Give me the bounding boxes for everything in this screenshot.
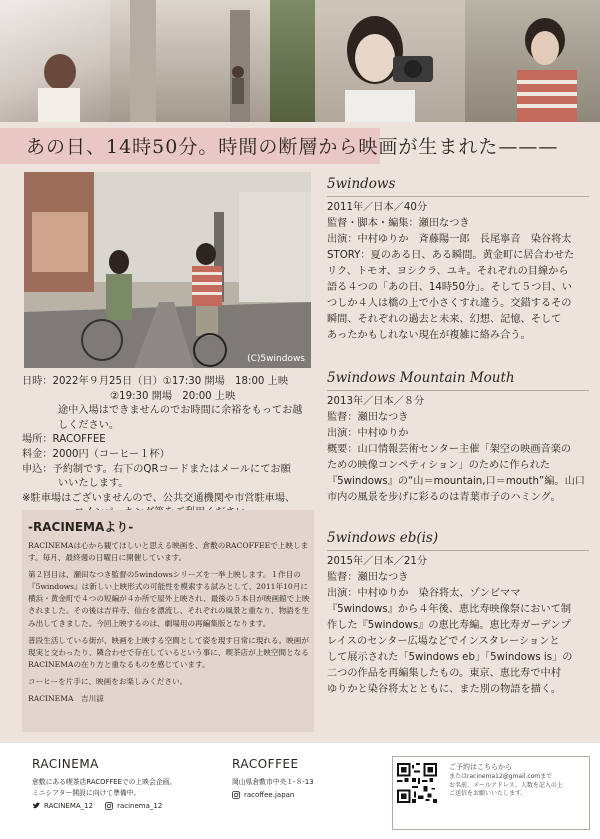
reservation-text <box>449 763 585 799</box>
film-story-line: ための映像コンペティション」のために作られた <box>327 460 551 471</box>
film-story-line: 市内の風景を步げに彩るのは青葉市子のハミング。 <box>327 492 561 503</box>
racoffee-address: 岡山県倉敷市中央１-８-13 <box>232 778 314 786</box>
film-meta: 2015年／日本／21分 <box>327 556 428 567</box>
still-woman-window <box>0 0 110 122</box>
film-director: 監督：瀬田なつき <box>327 572 409 583</box>
qr-code-icon[interactable] <box>397 763 437 803</box>
film-cast: 出演：中村ゆりか 染谷将太、ゾンビママ <box>327 588 521 599</box>
film-details-5windows <box>327 200 589 344</box>
film-director: 監督・脚本・編集：瀬田なつき <box>327 218 470 229</box>
message-paragraph: コーヒーを片手に、映画をお楽しみください。 <box>28 676 188 686</box>
film-story-line: あったかもしれない現在が複雑に絡み合う。 <box>327 330 531 341</box>
film-story-line: 『5windows』の“山＝mountain,口＝mouth”編。山口 <box>327 476 585 487</box>
instagram-icon <box>232 791 240 799</box>
film-story-line: 二つの作品を再編集したもの。東京、恵比寿で中村 <box>327 668 561 679</box>
event-info <box>22 375 312 521</box>
film-story-line: つしか４人は橋の上で小さくすれ違う。交錯するその <box>327 298 572 309</box>
info-apply-1: 申込：予約制です。右下のQRコードまたはメールにてお願 <box>22 463 291 475</box>
still-girl-camera <box>315 0 465 122</box>
info-apply-2: いいたします。 <box>58 478 129 490</box>
racinema-desc-1: 倉敷にある喫茶店RACOFFEEでの上映会企画。 <box>32 778 177 786</box>
info-parking-1: ※駐車場はございませんので、公共交通機関や市営駐車場、 <box>22 492 296 504</box>
racoffee-instagram-handle[interactable]: racoffee.japan <box>244 791 295 799</box>
racinema-name: RACINEMA <box>32 757 99 771</box>
film-story-line: 『5windows』から４年後、恵比寿映像祭において制 <box>327 604 572 615</box>
film-director: 監督：瀬田なつき <box>327 412 409 423</box>
racoffee-name: RACOFFEE <box>232 757 299 771</box>
twitter-handle[interactable]: RACINEMA_12 <box>44 802 94 810</box>
racinema-desc-2: ミニシアター開設に向けて準備中。 <box>32 789 141 797</box>
info-fee: 料金：2000円（コーヒー１杯） <box>22 448 170 460</box>
film-cast: 出演：中村ゆりか 斉藤陽一郎 長尾寧音 染谷将太 <box>327 234 572 245</box>
headline-bar <box>0 128 600 164</box>
still-trees <box>270 0 315 122</box>
woman-figure-icon <box>0 0 110 122</box>
racinema-social <box>32 802 212 810</box>
divider <box>327 390 589 391</box>
film-story-line: 語る４つの「あの日、14時50分」。そして５つ目、い <box>327 282 572 293</box>
message-signature: RACINEMA 吉川諒 <box>28 694 104 704</box>
boy-figure-icon <box>465 0 600 122</box>
film-meta: 2013年／日本／８分 <box>327 396 425 407</box>
film-story-line: して展示された「5windows eb」「5windows is」の <box>327 652 573 663</box>
footer-racoffee <box>232 757 382 799</box>
racoffee-social <box>232 791 382 799</box>
film-title-mountain-mouth: 5windows Mountain Mouth <box>327 370 515 386</box>
film-details-mountain-mouth <box>327 394 589 506</box>
info-venue: 場所：RACOFFEE <box>22 434 106 446</box>
message-paragraph: 普段生活している街が、映画を上映する空間として姿を現す日常に現れる。映画が現実と交わったり、隣合わせで存在しているという事に、喫茶店が上映空間となるRACINEMAの在り方と重なるものを感じています。 <box>28 635 309 669</box>
camera-girl-icon <box>315 0 465 122</box>
film-story-line: ゆりかと染谷将太とともに、また別の物語を描く。 <box>327 684 562 695</box>
main-film-still <box>24 172 311 368</box>
man-figure-icon <box>110 0 270 122</box>
still-street-man <box>110 0 270 122</box>
message-body <box>28 540 310 710</box>
film-title-5windows: 5windows <box>327 176 396 192</box>
headline: あの日、14時50分。時間の断層から映画が生まれた——— <box>26 136 559 158</box>
header-photo-strip <box>0 0 600 122</box>
film-story-line: リク、トモオ、ヨシクラ、ユキ。それぞれの目線から <box>327 266 569 277</box>
message-title: -RACINEMAより- <box>28 520 134 534</box>
instagram-handle[interactable]: racinema_12 <box>117 802 163 810</box>
message-paragraph: 第２回目は、瀬田なつき監督の5windowsシリーズを一挙上映します。１作目の『5windows』は新しい上映形式の可能性を模索する試みとして、2011年10月に横浜・黄金町で４つの短編が４か所で屋外上映され、最後の５本目が映画館で上映されました。その後は吉祥寺、仙台を漂流し、それぞれの風景と重なり、物語を生み出してきました。今回上映するのは、劇場用の再編集版となります。 <box>28 570 310 628</box>
reservation-heading: ご予約はこちらから <box>449 763 512 771</box>
instagram-icon <box>105 802 113 810</box>
film-story-line: 瞬間、それぞれの過去と未来、幻想、記憶、そして <box>327 314 562 325</box>
info-date-2: ②19:30 開場 20:00 上映 <box>110 390 236 402</box>
film-story-line: STORY：夏のある日、ある瞬間。黄金町に居合わせた <box>327 250 575 261</box>
film-story-line: 概要：山口情報芸術センター主催「架空の映画音楽の <box>327 444 572 455</box>
twitter-icon <box>32 802 40 810</box>
racinema-message <box>22 510 314 732</box>
photo-credit: (C)5windows <box>247 354 305 364</box>
info-late-2: しください。 <box>58 419 120 431</box>
film-meta: 2011年／日本／40分 <box>327 202 428 213</box>
divider <box>327 196 589 197</box>
divider <box>327 550 589 551</box>
info-date: 日時：2022年９月25日（日）①17:30 開場 18:00 上映 <box>22 376 289 387</box>
still-boy-smile <box>465 0 600 122</box>
message-paragraph: RACINEMAは心から観てほしいと思える映画を、倉敷のRACOFFEEで上映します。毎月、最終週の日曜日に開催しています。 <box>28 541 309 563</box>
film-story-line: レイスのセンター広場などでインスタレーションと <box>327 636 560 647</box>
info-late-1: 途中入場はできませんのでお時間に余裕をもってお越 <box>58 405 303 417</box>
reservation-line: またはracinema12@gmail.comまで <box>449 773 553 781</box>
film-cast: 出演：中村ゆりか <box>327 428 409 439</box>
reservation-line: お名前、メールアドレス、人数を記入の上 <box>449 781 563 789</box>
film-title-eb-is: 5windows eb(is) <box>327 530 439 546</box>
footer-racinema <box>32 757 212 810</box>
film-story-line: 作した『5windows』の恵比寿編。恵比寿ガーデンプ <box>327 620 571 631</box>
cycling-scene-image <box>24 172 311 368</box>
reservation-box <box>392 756 590 830</box>
film-details-eb-is <box>327 554 589 698</box>
reservation-line: ご送信をお願いいたします。 <box>449 790 527 798</box>
